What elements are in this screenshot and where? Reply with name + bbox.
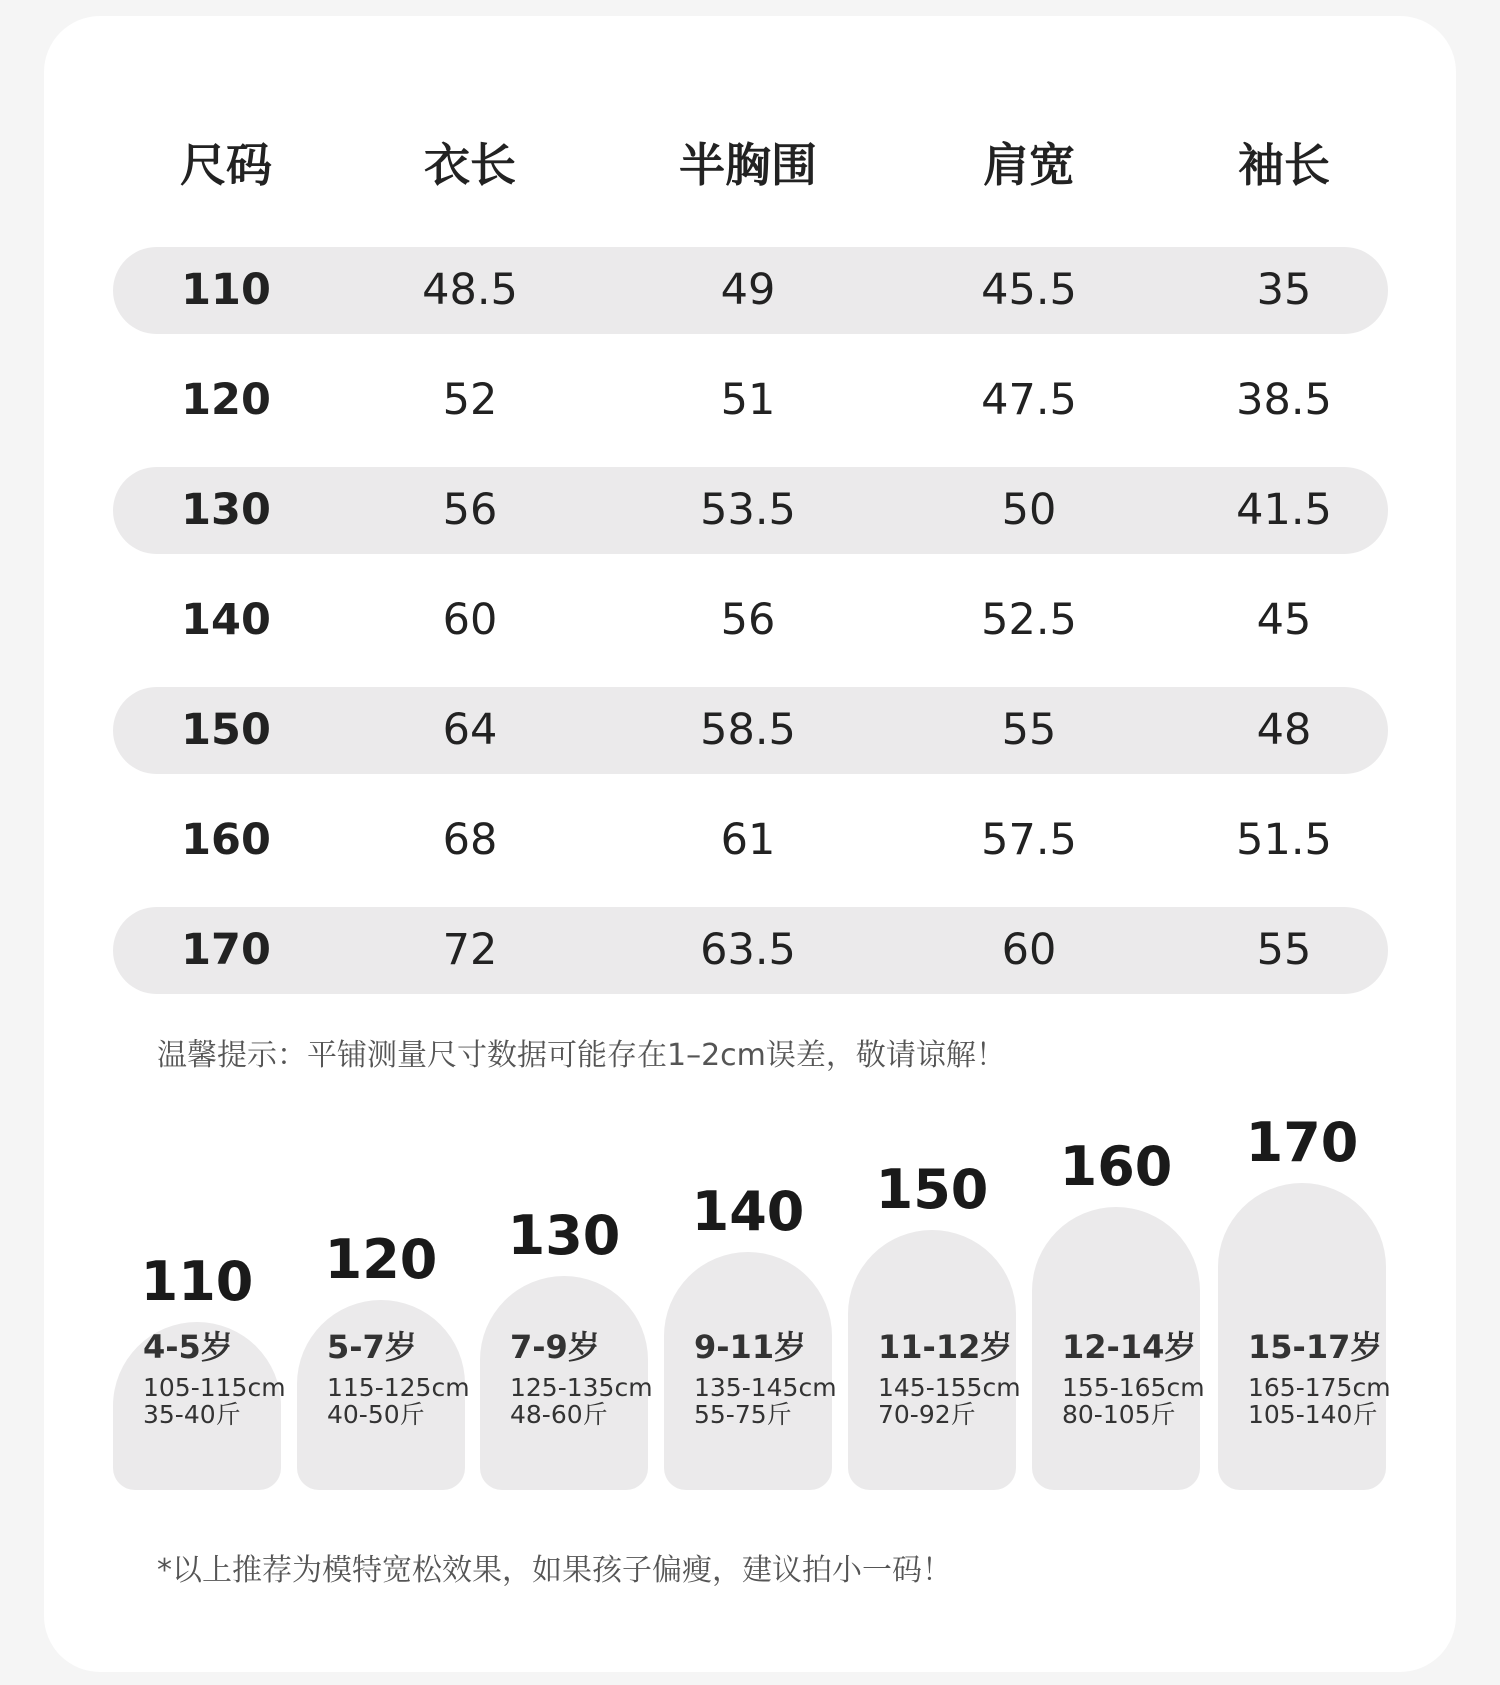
height-weight-range xyxy=(694,1374,837,1428)
measurement-cell: 49 xyxy=(720,265,776,315)
header-sleeve: 袖长 xyxy=(1238,138,1330,192)
measurement-cell: 50 xyxy=(1001,485,1057,535)
weight-range: 70-92斤 xyxy=(878,1400,976,1429)
measurement-cell: 51.5 xyxy=(1236,815,1332,865)
size-cell: 110 xyxy=(181,265,271,315)
size-pillar xyxy=(1032,1207,1205,1490)
size-cell: 170 xyxy=(181,925,271,975)
age-range: 12-14岁 xyxy=(1062,1328,1197,1366)
size-pillar xyxy=(480,1276,653,1490)
table-header xyxy=(113,110,1388,220)
weight-range: 55-75斤 xyxy=(694,1400,792,1429)
measurement-cell: 56 xyxy=(720,595,776,645)
height-weight-range xyxy=(1248,1374,1391,1428)
table-row xyxy=(113,797,1388,884)
header-size: 尺码 xyxy=(180,138,272,192)
measurement-cell: 38.5 xyxy=(1236,375,1332,425)
pillar-size-label: 130 xyxy=(507,1204,621,1267)
table-row xyxy=(113,687,1388,774)
measurement-cell: 55 xyxy=(1001,705,1057,755)
measurement-cell: 45.5 xyxy=(981,265,1077,315)
size-pillar xyxy=(664,1252,837,1490)
size-pillar xyxy=(1218,1183,1391,1490)
height-weight-range xyxy=(878,1374,1021,1428)
measurement-cell: 35 xyxy=(1256,265,1312,315)
weight-range: 48-60斤 xyxy=(510,1400,608,1429)
size-cell: 140 xyxy=(181,595,271,645)
header-length: 衣长 xyxy=(424,138,516,192)
measurement-cell: 72 xyxy=(442,925,498,975)
table-row xyxy=(113,357,1388,444)
height-weight-range xyxy=(327,1374,470,1428)
height-range: 115-125cm xyxy=(327,1373,470,1402)
measurement-cell: 60 xyxy=(1001,925,1057,975)
size-pillar xyxy=(297,1300,470,1490)
pillar-size-label: 150 xyxy=(875,1158,989,1221)
measurement-cell: 41.5 xyxy=(1236,485,1332,535)
age-range: 15-17岁 xyxy=(1248,1328,1383,1366)
fit-note: *以上推荐为模特宽松效果，如果孩子偏瘦，建议拍小一码！ xyxy=(157,1553,952,1588)
measurement-cell: 47.5 xyxy=(981,375,1077,425)
measurement-cell: 56 xyxy=(442,485,498,535)
measurement-cell: 61 xyxy=(720,815,776,865)
measurement-cell: 52 xyxy=(442,375,498,425)
measurement-cell: 45 xyxy=(1256,595,1312,645)
age-range: 5-7岁 xyxy=(327,1328,417,1366)
size-pillar xyxy=(848,1230,1021,1490)
size-pillar xyxy=(113,1322,286,1490)
pillar-size-label: 110 xyxy=(140,1250,254,1313)
measurement-cell: 64 xyxy=(442,705,498,755)
height-range: 155-165cm xyxy=(1062,1373,1205,1402)
height-weight-range xyxy=(1062,1374,1205,1428)
age-range: 11-12岁 xyxy=(878,1328,1013,1366)
measurement-cell: 60 xyxy=(442,595,498,645)
pillar-size-label: 140 xyxy=(691,1180,805,1243)
age-range: 7-9岁 xyxy=(510,1328,600,1366)
size-cell: 150 xyxy=(181,705,271,755)
height-range: 165-175cm xyxy=(1248,1373,1391,1402)
pillar-size-label: 120 xyxy=(324,1228,438,1291)
size-cell: 120 xyxy=(181,375,271,425)
height-range: 125-135cm xyxy=(510,1373,653,1402)
weight-range: 40-50斤 xyxy=(327,1400,425,1429)
age-range: 4-5岁 xyxy=(143,1328,233,1366)
table-row xyxy=(113,577,1388,664)
table-row xyxy=(113,247,1388,334)
height-weight-range xyxy=(143,1374,286,1428)
table-row xyxy=(113,467,1388,554)
size-cell: 130 xyxy=(181,485,271,535)
measurement-cell: 68 xyxy=(442,815,498,865)
header-half-chest: 半胸围 xyxy=(679,138,817,192)
height-weight-range xyxy=(510,1374,653,1428)
height-range: 105-115cm xyxy=(143,1373,286,1402)
measurement-cell: 53.5 xyxy=(700,485,796,535)
measurement-cell: 57.5 xyxy=(981,815,1077,865)
pillar-size-label: 160 xyxy=(1059,1135,1173,1198)
measurement-cell: 48.5 xyxy=(422,265,518,315)
measurement-tip: 温馨提示：平铺测量尺寸数据可能存在1–2cm误差，敬请谅解！ xyxy=(157,1038,1006,1073)
age-range: 9-11岁 xyxy=(694,1328,807,1366)
measurement-cell: 55 xyxy=(1256,925,1312,975)
height-range: 135-145cm xyxy=(694,1373,837,1402)
weight-range: 105-140斤 xyxy=(1248,1400,1378,1429)
size-cell: 160 xyxy=(181,815,271,865)
measurement-cell: 48 xyxy=(1256,705,1312,755)
header-shoulder: 肩宽 xyxy=(983,138,1075,192)
table-row xyxy=(113,907,1388,994)
measurement-cell: 52.5 xyxy=(981,595,1077,645)
measurement-cell: 63.5 xyxy=(700,925,796,975)
pillar-size-label: 170 xyxy=(1245,1111,1359,1174)
height-range: 145-155cm xyxy=(878,1373,1021,1402)
measurement-cell: 58.5 xyxy=(700,705,796,755)
weight-range: 35-40斤 xyxy=(143,1400,241,1429)
measurement-cell: 51 xyxy=(720,375,776,425)
weight-range: 80-105斤 xyxy=(1062,1400,1176,1429)
